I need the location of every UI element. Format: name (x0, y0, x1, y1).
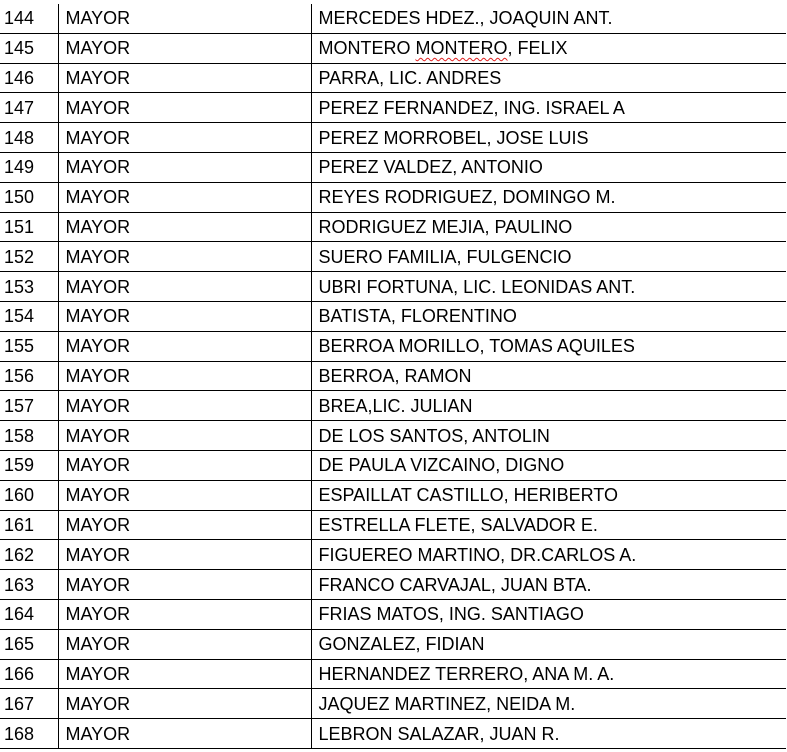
rank-cell: MAYOR (58, 331, 311, 361)
rank-cell: MAYOR (58, 272, 311, 302)
name-cell: SUERO FAMILIA, FULGENCIO (311, 242, 786, 272)
table-row (0, 152, 786, 182)
name-cell (311, 33, 786, 63)
table-row (0, 689, 786, 719)
rank-cell: MAYOR (58, 599, 311, 629)
rank-cell: MAYOR (58, 242, 311, 272)
name-cell: FRANCO CARVAJAL, JUAN BTA. (311, 570, 786, 600)
roster-table-body (0, 4, 786, 748)
roster-table (0, 4, 786, 749)
row-number-cell: 167 (0, 689, 58, 719)
row-number-cell: 157 (0, 391, 58, 421)
rank-cell: MAYOR (58, 659, 311, 689)
rank-cell: MAYOR (58, 450, 311, 480)
row-number-cell: 162 (0, 540, 58, 570)
table-row (0, 629, 786, 659)
row-number-cell: 161 (0, 510, 58, 540)
rank-cell: MAYOR (58, 182, 311, 212)
row-number-cell: 146 (0, 63, 58, 93)
table-row (0, 4, 786, 33)
table-row (0, 570, 786, 600)
row-number-cell: 154 (0, 301, 58, 331)
name-cell: FIGUEREO MARTINO, DR.CARLOS A. (311, 540, 786, 570)
table-row (0, 480, 786, 510)
name-cell: FRIAS MATOS, ING. SANTIAGO (311, 599, 786, 629)
row-number-cell: 159 (0, 450, 58, 480)
rank-cell: MAYOR (58, 361, 311, 391)
row-number-cell: 165 (0, 629, 58, 659)
table-row (0, 182, 786, 212)
name-cell: JAQUEZ MARTINEZ, NEIDA M. (311, 689, 786, 719)
table-row (0, 33, 786, 63)
rank-cell: MAYOR (58, 33, 311, 63)
table-row (0, 63, 786, 93)
row-number-cell: 144 (0, 4, 58, 33)
name-part: , FELIX (507, 38, 568, 59)
table-row (0, 242, 786, 272)
row-number-cell: 150 (0, 182, 58, 212)
row-number-cell: 152 (0, 242, 58, 272)
rank-cell: MAYOR (58, 421, 311, 451)
row-number-cell: 148 (0, 123, 58, 153)
name-cell: GONZALEZ, FIDIAN (311, 629, 786, 659)
rank-cell: MAYOR (58, 152, 311, 182)
name-cell: BREA,LIC. JULIAN (311, 391, 786, 421)
table-row (0, 361, 786, 391)
row-number-cell: 166 (0, 659, 58, 689)
name-cell: BATISTA, FLORENTINO (311, 301, 786, 331)
name-cell: BERROA MORILLO, TOMAS AQUILES (311, 331, 786, 361)
rank-cell: MAYOR (58, 689, 311, 719)
name-cell: PEREZ VALDEZ, ANTONIO (311, 152, 786, 182)
name-cell: MERCEDES HDEZ., JOAQUIN ANT. (311, 4, 786, 33)
row-number-cell: 149 (0, 152, 58, 182)
row-number-cell: 160 (0, 480, 58, 510)
spellcheck-flagged-word: MONTERO (415, 38, 508, 59)
rank-cell: MAYOR (58, 629, 311, 659)
name-cell: ESTRELLA FLETE, SALVADOR E. (311, 510, 786, 540)
table-row (0, 391, 786, 421)
name-cell: ESPAILLAT CASTILLO, HERIBERTO (311, 480, 786, 510)
rank-cell: MAYOR (58, 510, 311, 540)
table-row (0, 272, 786, 302)
rank-cell: MAYOR (58, 570, 311, 600)
name-cell: BERROA, RAMON (311, 361, 786, 391)
rank-cell: MAYOR (58, 123, 311, 153)
table-row (0, 510, 786, 540)
name-part: MONTERO (318, 38, 416, 59)
name-cell: DE LOS SANTOS, ANTOLIN (311, 421, 786, 451)
rank-cell: MAYOR (58, 480, 311, 510)
rank-cell: MAYOR (58, 719, 311, 749)
row-number-cell: 164 (0, 599, 58, 629)
row-number-cell: 153 (0, 272, 58, 302)
row-number-cell: 147 (0, 93, 58, 123)
name-cell: RODRIGUEZ MEJIA, PAULINO (311, 212, 786, 242)
table-row (0, 123, 786, 153)
row-number-cell: 163 (0, 570, 58, 600)
rank-cell: MAYOR (58, 212, 311, 242)
table-row (0, 719, 786, 749)
rank-cell: MAYOR (58, 63, 311, 93)
rank-cell: MAYOR (58, 540, 311, 570)
row-number-cell: 156 (0, 361, 58, 391)
table-row (0, 659, 786, 689)
table-row (0, 331, 786, 361)
name-cell: PARRA, LIC. ANDRES (311, 63, 786, 93)
rank-cell: MAYOR (58, 391, 311, 421)
name-cell: HERNANDEZ TERRERO, ANA M. A. (311, 659, 786, 689)
table-row (0, 212, 786, 242)
name-cell: PEREZ FERNANDEZ, ING. ISRAEL A (311, 93, 786, 123)
name-cell: DE PAULA VIZCAINO, DIGNO (311, 450, 786, 480)
row-number-cell: 145 (0, 33, 58, 63)
row-number-cell: 168 (0, 719, 58, 749)
table-row (0, 599, 786, 629)
name-cell: PEREZ MORROBEL, JOSE LUIS (311, 123, 786, 153)
row-number-cell: 155 (0, 331, 58, 361)
table-row (0, 301, 786, 331)
table-row (0, 540, 786, 570)
row-number-cell: 158 (0, 421, 58, 451)
rank-cell: MAYOR (58, 93, 311, 123)
row-number-cell: 151 (0, 212, 58, 242)
table-row (0, 450, 786, 480)
rank-cell: MAYOR (58, 4, 311, 33)
name-cell: UBRI FORTUNA, LIC. LEONIDAS ANT. (311, 272, 786, 302)
table-row (0, 93, 786, 123)
name-cell: REYES RODRIGUEZ, DOMINGO M. (311, 182, 786, 212)
rank-cell: MAYOR (58, 301, 311, 331)
name-cell: LEBRON SALAZAR, JUAN R. (311, 719, 786, 749)
table-row (0, 421, 786, 451)
